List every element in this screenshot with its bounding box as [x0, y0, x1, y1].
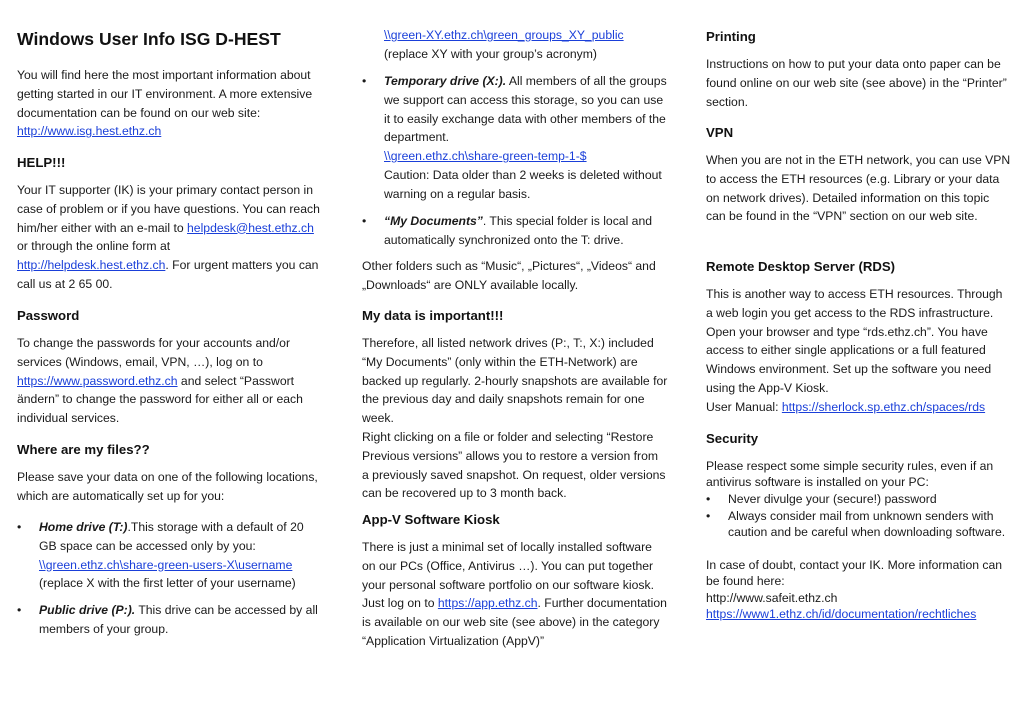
- my-documents-item: [362, 212, 668, 250]
- helpdesk-form-link[interactable]: http://helpdesk.hest.ethz.ch: [17, 258, 166, 273]
- public-drive-text: This drive can be accessed by all members of your group.: [39, 603, 318, 636]
- help-text-c: . For urgent matters you can call us at 2 65 00.: [17, 258, 319, 291]
- page-title: Windows User Info ISG D-HEST: [17, 29, 281, 49]
- rds-heading: Remote Desktop Server (RDS): [706, 259, 896, 274]
- other-folders-note: Other folders such as “Music“, „Pictures“, „Videos“ and „Downloads“ are ONLY available locally.: [362, 259, 656, 292]
- security-rule-2: Always consider mail from unknown senders with caution and be careful when downloading software.: [728, 509, 1006, 540]
- important-paragraph-b: Right clicking on a file or folder and selecting “Restore Previous versions” allows you to restore a version from a previously saved snapshot. On request, older versions can be recovered up to 3 month back.: [362, 430, 666, 501]
- isg-website-link[interactable]: http://www.isg.hest.ethz.ch: [17, 124, 162, 139]
- public-drive-item: [17, 601, 322, 639]
- security-rule-1: Never divulge your (secure!) password: [728, 492, 937, 506]
- intro-text: You will find here the most important information about getting started in our IT environment. A more extensive documentation can be found on our web site:: [17, 68, 313, 120]
- help-paragraph: [17, 181, 322, 294]
- temp-drive-title: Temporary drive (X:).: [384, 74, 507, 88]
- bullet-icon: •: [362, 74, 367, 88]
- rds-manual-link[interactable]: https://sherlock.sp.ethz.ch/spaces/rds: [781, 399, 986, 414]
- bullet-icon: •: [17, 520, 22, 534]
- security-rule-item: [706, 508, 1011, 541]
- home-drive-note: (replace X with the first letter of your username): [39, 576, 296, 591]
- bullet-icon: •: [706, 509, 711, 523]
- security-rule-item: [706, 491, 1011, 507]
- helpdesk-email-link[interactable]: helpdesk@hest.ethz.ch: [187, 220, 314, 235]
- help-text-b: or through the online form at: [17, 239, 171, 254]
- files-intro: Please save your data on one of the following locations, which are automatically set up for you:: [17, 470, 318, 503]
- rds-manual-label: User Manual:: [706, 399, 782, 414]
- my-documents-title: “My Documents”: [384, 214, 483, 228]
- temp-drive-item: [362, 72, 668, 204]
- bullet-icon: •: [706, 492, 711, 506]
- files-heading: Where are my files??: [17, 442, 150, 457]
- public-drive-continued: [362, 26, 668, 64]
- home-drive-title: Home drive (T:): [39, 520, 128, 534]
- vpn-paragraph: When you are not in the ETH network, you can use VPN to access the ETH resources (e.g. Library or your data on network drives). Detailed information on this topic can be found in the “VPN” section on our web site.: [706, 153, 1011, 224]
- security-heading: Security: [706, 431, 759, 446]
- rechtliches-link[interactable]: https://www1.ethz.ch/id/documentation/rechtliches: [706, 606, 977, 621]
- my-documents-text: . This special folder is local and automatically synchronized onto the T: drive.: [384, 214, 653, 247]
- appv-text-a: There is just a minimal set of locally installed software on our PCs (Office, Antivirus …). You can put together your personal software portfolio on our software kiosk. Just log on to: [362, 540, 654, 611]
- vpn-heading: VPN: [706, 125, 734, 140]
- appv-heading: App-V Software Kiosk: [362, 512, 500, 527]
- public-drive-title: Public drive (P:).: [39, 603, 136, 617]
- temp-drive-caution: Caution: Data older than 2 weeks is deleted without warning on a regular basis.: [384, 167, 662, 201]
- intro-paragraph: [17, 66, 322, 141]
- appv-paragraph: [362, 538, 668, 651]
- bullet-icon: •: [362, 214, 367, 228]
- password-text-a: To change the passwords for your accounts and/or services (Windows, email, VPN, …), log on to: [17, 336, 291, 369]
- home-drive-item: [17, 518, 322, 593]
- app-kiosk-link[interactable]: https://app.ethz.ch: [437, 596, 538, 611]
- printing-heading: Printing: [706, 29, 756, 44]
- rds-paragraph: [706, 285, 1011, 417]
- help-heading: HELP!!!: [17, 155, 66, 170]
- bullet-icon: •: [17, 603, 22, 617]
- help-text-a: Your IT supporter (IK) is your primary contact person in case of problem or if you have questions. You can reach him/her either with an e-mail to: [17, 183, 320, 235]
- rds-text: This is another way to access ETH resources. Through a web login you get access to the RDS infrastructure. Open your browser and type “rds.ethz.ch”. You have access to either single applications or a full featured Windows environment. Set up the software you need using the App-V Kiosk.: [706, 287, 1003, 395]
- important-heading: My data is important!!!: [362, 308, 504, 323]
- home-drive-link[interactable]: \\green.ethz.ch\share-green-users-X\username: [39, 557, 293, 572]
- security-intro: Please respect some simple security rules, even if an antivirus software is installed on your PC:: [706, 459, 994, 490]
- password-text-b: and select “Passwort ändern” to change the password for either all or each individual services.: [17, 373, 303, 426]
- password-link[interactable]: https://www.password.ethz.ch: [17, 373, 178, 388]
- printing-paragraph: Instructions on how to put your data onto paper can be found online on our web site (see above) in the “Printer” section.: [706, 57, 1007, 109]
- appv-text-b: . Further documentation is available on our web site (see above) in the category “Application Virtualization (AppV)”: [362, 596, 667, 648]
- temp-drive-text: All members of all the groups we support can access this storage, so you can use it to easily exchange data with other members of the department.: [384, 74, 667, 145]
- security-doubt-text: In case of doubt, contact your IK. More information can be found here:: [706, 558, 1003, 589]
- public-drive-link[interactable]: \\green-XY.ethz.ch\green_groups_XY_public: [384, 28, 624, 42]
- safeit-url: http://www.safeit.ethz.ch: [706, 590, 838, 605]
- temp-drive-link[interactable]: \\green.ethz.ch\share-green-temp-1-$: [384, 149, 587, 164]
- important-paragraph-a: Therefore, all listed network drives (P:, T:, X:) included “My Documents” (only within the ETH-Network) are backed up regularly. 2-hourly snapshots are available for the previous day and daily snapshots remain for one week.: [362, 336, 668, 426]
- password-paragraph: [17, 334, 322, 428]
- public-drive-note: (replace XY with your group’s acronym): [384, 46, 597, 61]
- security-more-info: [706, 557, 1011, 622]
- password-heading: Password: [17, 308, 80, 323]
- home-drive-text: .This storage with a default of 20 GB space can be accessed only by you:: [39, 520, 304, 553]
